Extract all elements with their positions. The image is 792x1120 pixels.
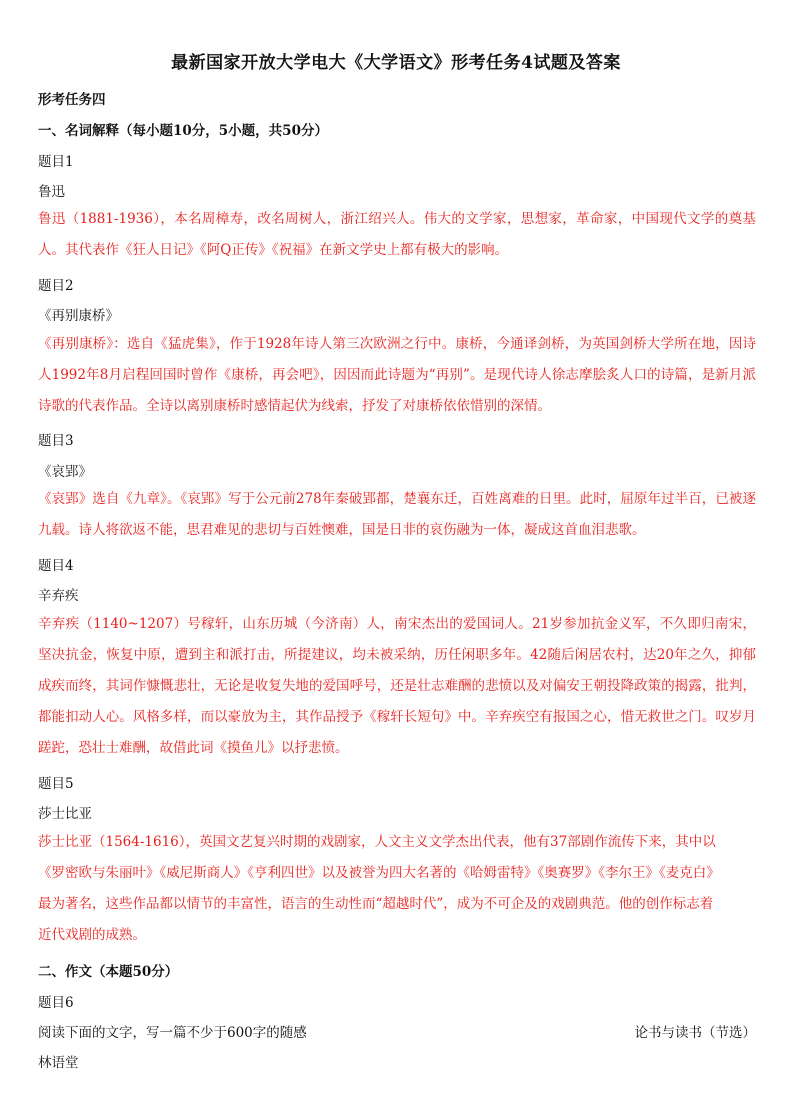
question-label: 题目5 (38, 776, 74, 792)
answer-text: 《哀郢》选自《九章》。《哀郢》写于公元前278年秦破郢都，楚襄东迁，百姓离难的日里。此时，屈原年过半百，已被逐九载。诗人将欲返不能，思君难见的悲切与百姓懊难，国是日非的哀伤融为一体，凝成这首血泪悲歌。 (38, 491, 756, 538)
section-heading-1: 一、名词解释（每小题10分，5小题，共50分） (38, 123, 328, 139)
reading-title: 论书与读书（节选） (634, 1025, 756, 1041)
section-heading-2: 二、作文（本题50分） (38, 964, 179, 980)
question-label: 题目3 (38, 433, 74, 449)
answer-text: 鲁迅（1881-1936），本名周樟寿，改名周树人，浙江绍兴人。伟大的文学家，思想家，革命家，中国现代文学的奠基人。其代表作《狂人日记》《阿Q正传》《祝福》在新文学史上都有极大的影响。 (38, 211, 756, 258)
answer-line: 《罗密欧与朱丽叶》《威尼斯商人》《亨利四世》以及被誉为四大名著的《哈姆雷特》《奥赛罗》《李尔王》《麦克白》 (38, 865, 720, 881)
answer-text: 辛弃疾（1140~1207）号稼轩，山东历城（今济南）人，南宋杰出的爱国词人。21岁参加抗金义军，不久即归南宋，坚决抗金，恢复中原，遭到主和派打击，所提建议，均未被采纳，历任闲职多年。42随后闲居农村，达20年之久，抑郁成疾而终，其词作慷慨悲壮，无论是收复失地的爱国呼号，还是壮志难酬的悲愤以及对偏安王朝投降政策的揭露，批判，都能扣动人心。风格多样，而以豪放为主，其作品授予《稼轩长短句》中。辛弃疾空有报国之心，惜无救世之门。叹岁月蹉跎，恐壮士难酬，故借此词《摸鱼儿》以抒悲愤。 (38, 616, 756, 756)
answer-text: 《再别康桥》：选自《猛虎集》，作于1928年诗人第三次欧洲之行中。康桥，今通译剑桥，为英国剑桥大学所在地，因诗人1992年8月启程回国时曾作《康桥，再会吧》，因因而此诗题为“再别”。是现代诗人徐志摩脍炙人口的诗篇，是新月派诗歌的代表作品。全诗以离别康桥时感情起伏为线索，抒发了对康桥依依惜别的深情。 (38, 336, 756, 414)
question-label: 题目2 (38, 278, 74, 294)
question-term: 《哀郢》 (38, 464, 92, 480)
essay-prompt-row (38, 1021, 756, 1041)
answer-line: 最为著名，这些作品都以情节的丰富性，语言的生动性而“超越时代”，成为不可企及的戏剧典范。他的创作标志着 (38, 896, 714, 912)
answer-line: 近代戏剧的成熟。 (38, 927, 146, 943)
question-label: 题目4 (38, 558, 74, 574)
question-label: 题目6 (38, 995, 74, 1011)
question-term: 莎士比亚 (38, 806, 92, 822)
question-label: 题目1 (38, 154, 74, 170)
question-term: 《再别康桥》 (38, 308, 119, 324)
question-term: 鲁迅 (38, 184, 65, 200)
answer-text (38, 827, 756, 951)
answer-line: 莎士比亚（1564-1616），英国文艺复兴时期的戏剧家，人文主义文学杰出代表，他有37部剧作流传下来，其中以 (38, 834, 716, 850)
essay-prompt: 阅读下面的文字，写一篇不少于600字的随感 (38, 1025, 307, 1041)
question-term: 辛弃疾 (38, 588, 79, 604)
subtitle: 形考任务四 (38, 92, 106, 108)
page-title: 最新国家开放大学电大《大学语文》形考任务4试题及答案 (171, 53, 621, 73)
author-name: 林语堂 (38, 1055, 79, 1071)
